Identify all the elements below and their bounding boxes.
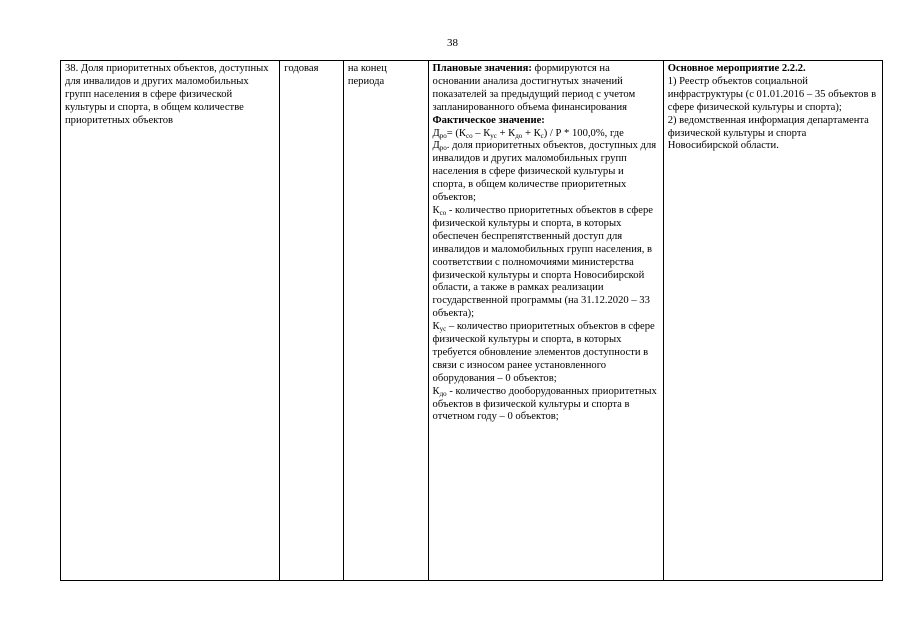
definition-kco-symbol: К	[432, 204, 440, 216]
definition-kco-text: - количество приоритетных объектов в сфере физической культуры и спорта, в которых обеспечен беспрепятственный доступ для инвалидов и маломобильных групп населения, в соответствии с полномочиями министерства физической культуры и спорта Новосибирской области, а также в рамках реализации государственной программы (на 31.12.2020 – 33 объекта);	[432, 204, 653, 320]
indicator-table	[60, 60, 883, 581]
definition-kdo	[433, 386, 659, 425]
method-cell	[428, 61, 663, 581]
definition-kyc-symbol: К	[432, 321, 440, 333]
formula-lhs: Д	[432, 127, 440, 139]
definition-kdo-symbol: К	[432, 385, 440, 397]
formula-eq: = (К	[446, 127, 466, 139]
source-heading: Основное мероприятие 2.2.2.	[667, 63, 806, 74]
timing: на конец периода	[347, 63, 387, 87]
formula	[433, 128, 659, 141]
definition-d-text: . доля приоритетных объектов, доступных для инвалидов и других маломобильных групп населения в сфере физической культуры и спорта, в общем количестве приоритетных объектов;	[432, 140, 657, 204]
source-cell	[663, 61, 882, 581]
formula-t1-sub: со	[466, 131, 473, 140]
formula-minus: – К	[472, 127, 491, 139]
definition-kdo-text: - количество дооборудованных приоритетных объектов в физической культуры и спорта в отчетном году – 0 объектов;	[432, 385, 657, 423]
formula-plus1: + К	[496, 127, 516, 139]
definition-kco	[433, 205, 659, 321]
indicator-name: 38. Доля приоритетных объектов, доступных для инвалидов и других маломобильных групп населения в сфере физической культуры и спорта, в общем количестве приоритетных объектов	[65, 63, 269, 126]
source-item-2: 2) ведомственная информация департамента физической культуры и спорта Новосибирской области.	[667, 114, 869, 152]
planned-values-paragraph	[433, 63, 659, 115]
definition-kyc-sub: ус	[439, 325, 447, 334]
definition-kdo-sub: до	[439, 389, 447, 398]
definition-kyc-text: – количество приоритетных объектов в сфере физической культуры и спорта, в которых требуется обновление элементов доступности в связи с износом ранее установленного оборудования – 0 объектов;	[432, 321, 655, 384]
formula-t2-sub: ус	[490, 131, 497, 140]
table-row	[61, 61, 883, 581]
page-number: 38	[447, 37, 458, 49]
definition-d-sub: ро	[439, 144, 447, 153]
formula-tail: ) / Р * 100,0%, где	[543, 127, 624, 139]
definition-d-symbol: Д	[432, 140, 440, 152]
definition-kyc	[433, 321, 659, 386]
formula-t3-sub: до	[515, 131, 523, 140]
periodicity: годовая	[284, 63, 319, 74]
formula-lhs-sub: ро	[439, 131, 447, 140]
timing-cell	[343, 61, 428, 581]
definition-kco-sub: со	[439, 208, 447, 217]
definition-d	[433, 140, 659, 205]
source-item-1: 1) Реестр объектов социальной инфраструктуры (с 01.01.2016 – 35 объектов в сфере физической культуры и спорта);	[667, 75, 877, 113]
formula-t4-sub: с	[540, 131, 544, 140]
periodicity-cell	[280, 61, 344, 581]
planned-values-heading: Плановые значения:	[432, 63, 532, 74]
formula-plus2: + К	[522, 127, 541, 139]
actual-value-heading: Фактическое значение:	[432, 114, 545, 126]
planned-values-text: формируются на основании анализа достигнутых значений показателей за предыдущий период с учетом запланированного объема финансирования	[432, 63, 636, 113]
indicator-name-cell	[61, 61, 280, 581]
